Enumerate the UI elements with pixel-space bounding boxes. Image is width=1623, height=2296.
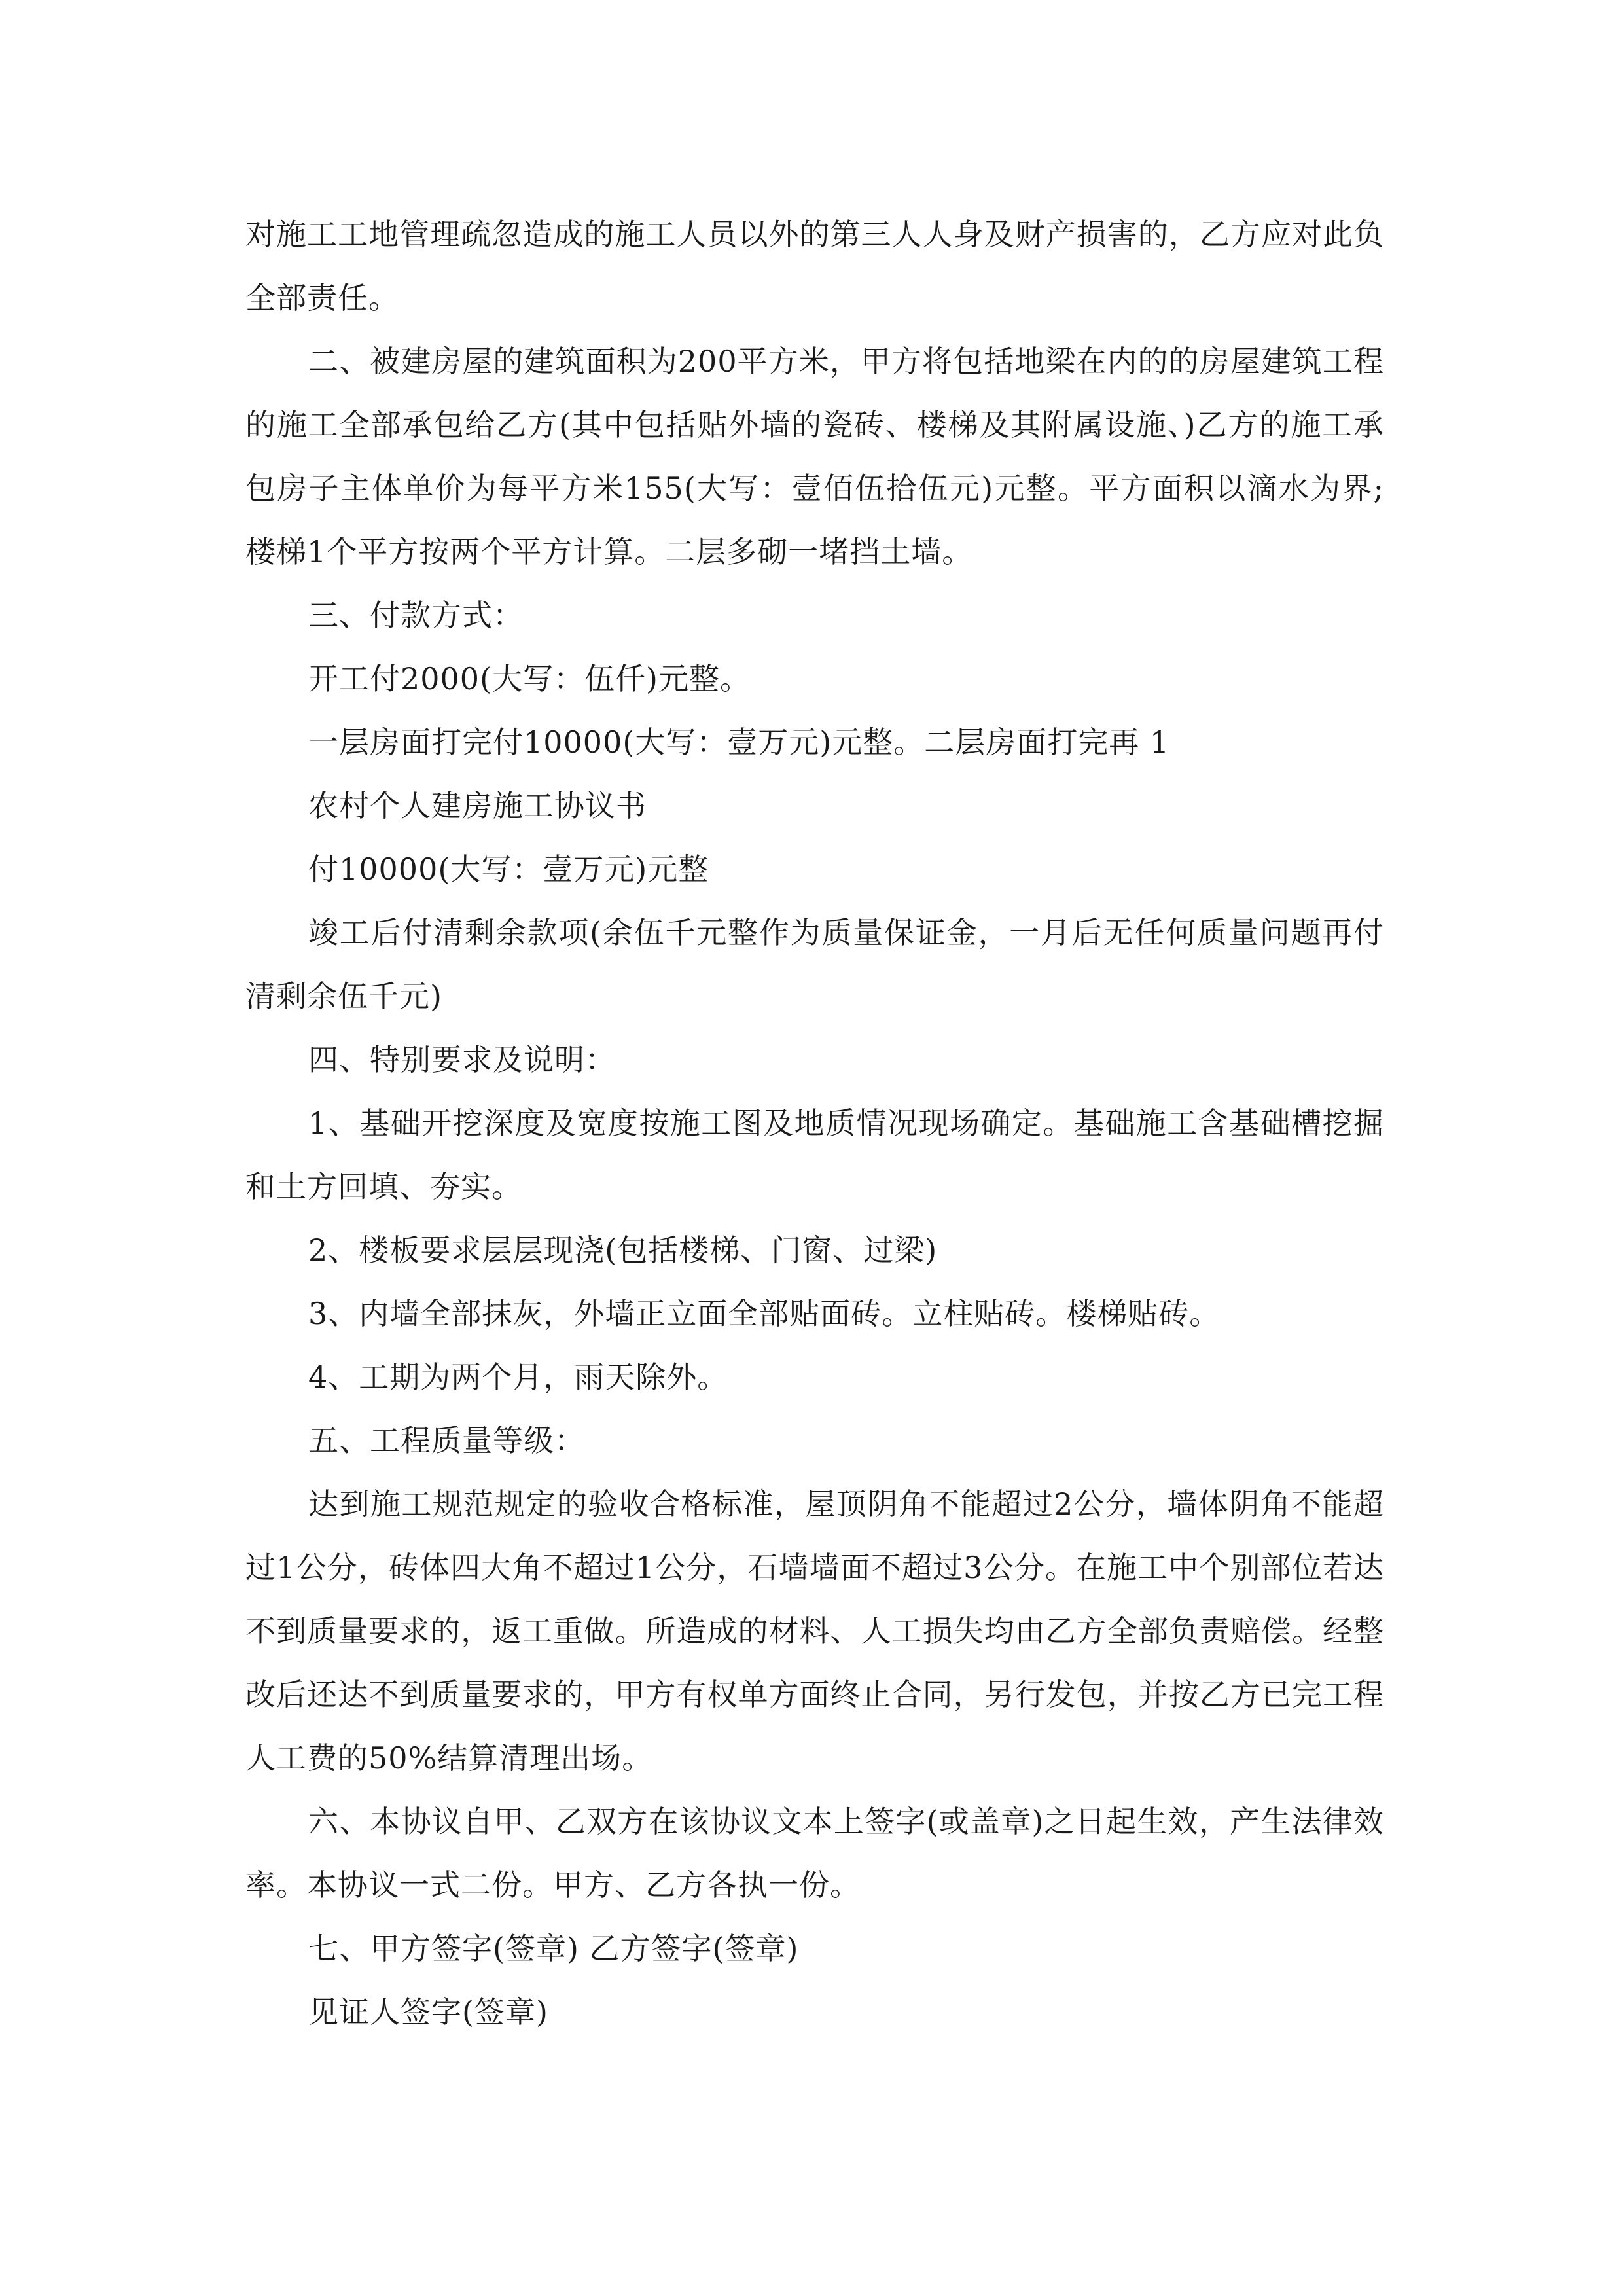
paragraph-liability: 对施工工地管理疏忽造成的施工人员以外的第三人人身及财产损害的，乙方应对此负全部责任。	[245, 217, 1384, 315]
paragraph-clause-7-signatures: 七、甲方签字(签章) 乙方签字(签章)	[308, 1931, 799, 1966]
document-title-line: 农村个人建房施工协议书	[308, 788, 647, 823]
paragraph-clause-4-heading: 四、特别要求及说明：	[308, 1042, 616, 1077]
paragraph-clause-5-heading: 五、工程质量等级：	[308, 1423, 585, 1458]
paragraph-payment-floor-one: 一层房面打完付10000(大写：壹万元)元整。二层房面打完再 1	[308, 725, 1170, 760]
paragraph-requirement-3: 3、内墙全部抹灰，外墙正立面全部贴面砖。立柱贴砖。楼梯贴砖。	[308, 1296, 1221, 1331]
paragraph-requirement-1: 1、基础开挖深度及宽度按施工图及地质情况现场确定。基础施工含基础槽挖掘和土方回填、夯实。	[245, 1105, 1384, 1204]
paragraph-payment-start: 开工付2000(大写：伍仟)元整。	[308, 661, 751, 696]
document-body	[245, 203, 1384, 2044]
paragraph-payment-floor-two: 付10000(大写：壹万元)元整	[308, 852, 709, 887]
paragraph-payment-completion: 竣工后付清剩余款项(余伍千元整作为质量保证金，一月后无任何质量问题再付清剩余伍千元)	[245, 915, 1384, 1014]
paragraph-clause-2-building-area: 二、被建房屋的建筑面积为200平方米，甲方将包括地梁在内的的房屋建筑工程的施工全部承包给乙方(其中包括贴外墙的瓷砖、楼梯及其附属设施、)乙方的施工承包房子主体单价为每平方米155(大写：壹佰伍拾伍元)元整。平方面积以滴水为界;楼梯1个平方按两个平方计算。二层多砌一堵挡土墙。	[245, 344, 1384, 569]
paragraph-clause-6-effect: 六、本协议自甲、乙双方在该协议文本上签字(或盖章)之日起生效，产生法律效率。本协议一式二份。甲方、乙方各执一份。	[245, 1804, 1384, 1903]
paragraph-witness-signature: 见证人签字(签章)	[308, 1994, 548, 2030]
paragraph-requirement-2: 2、楼板要求层层现浇(包括楼梯、门窗、过梁)	[308, 1232, 938, 1268]
paragraph-clause-3-heading: 三、付款方式：	[308, 598, 524, 633]
paragraph-quality-standard: 达到施工规范规定的验收合格标准，屋顶阴角不能超过2公分，墙体阴角不能超过1公分，砖体四大角不超过1公分，石墙墙面不超过3公分。在施工中个别部位若达不到质量要求的，返工重做。所造成的材料、人工损失均由乙方全部负责赔偿。经整改后还达不到质量要求的，甲方有权单方面终止合同，另行发包，并按乙方已完工程人工费的50%结算清理出场。	[245, 1486, 1384, 1776]
paragraph-requirement-4: 4、工期为两个月，雨天除外。	[308, 1359, 728, 1395]
